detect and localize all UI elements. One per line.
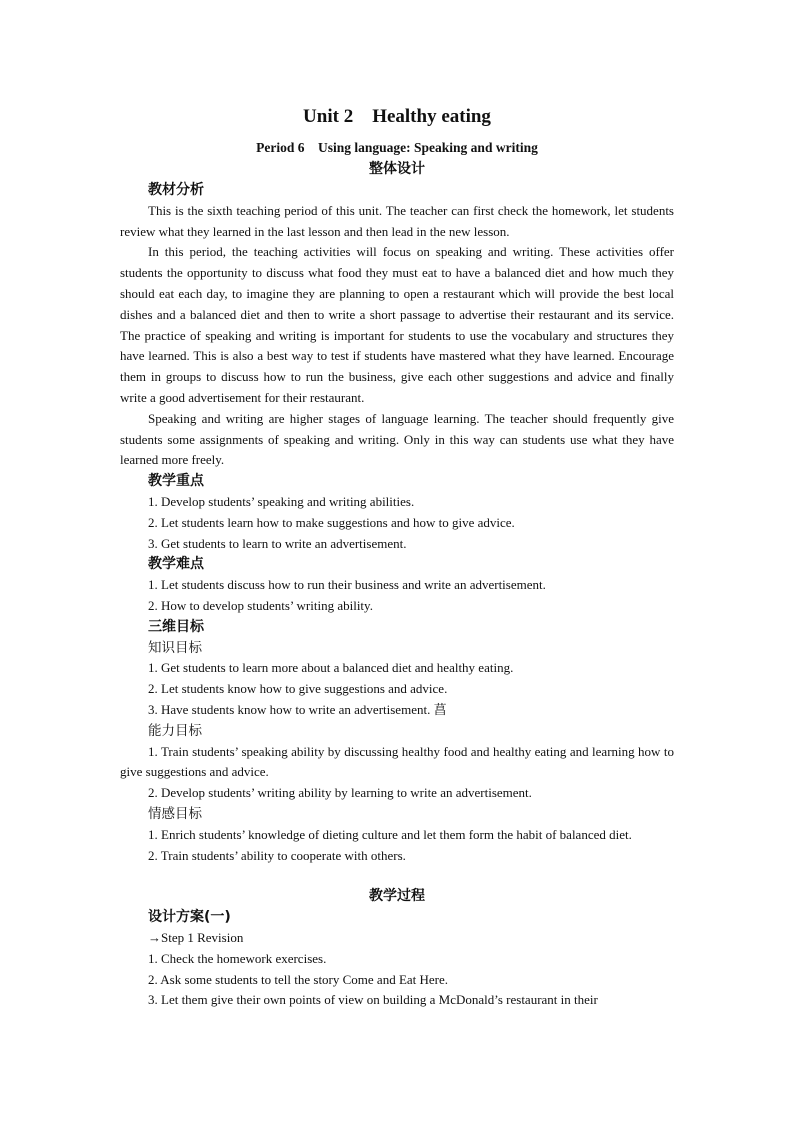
subheading-ability: 能力目标 — [148, 722, 202, 739]
document-subtitle: Period 6 Using language: Speaking and writing — [256, 140, 538, 155]
subheading-emotion: 情感目标 — [148, 805, 202, 822]
section-heading-design: 整体设计 — [369, 161, 425, 177]
list-item: 1. Train students’ speaking ability by discussing healthy food and healthy eating and learning how to give suggestions and advice. — [120, 743, 674, 780]
list-item: 2. Let students know how to give suggestions and advice. — [148, 681, 448, 697]
list-item: 2. Develop students’ writing ability by learning to write an advertisement. — [148, 785, 532, 801]
document-page — [120, 104, 674, 1011]
step-heading: →Step 1 Revision — [148, 930, 244, 946]
list-item: 2. Ask some students to tell the story Come and Eat Here. — [148, 971, 449, 987]
section-heading-objectives: 三维目标 — [148, 618, 204, 635]
subheading-knowledge: 知识目标 — [148, 639, 202, 656]
list-item: 3. Have students know how to write an advertisement. 菖 — [148, 701, 447, 717]
paragraph: Speaking and writing are higher stages of language learning. The teacher should frequently give students some assignments of speaking and writing. Only in this way can students use what they have learned more freely. — [120, 410, 674, 468]
list-item: 1. Get students to learn more about a balanced diet and healthy eating. — [148, 660, 514, 676]
list-item: 1. Check the homework exercises. — [148, 950, 327, 966]
section-heading-difficult: 教学难点 — [148, 556, 204, 573]
list-item: 1. Enrich students’ knowledge of dieting culture and let them form the habit of balanced diet. — [148, 826, 632, 842]
list-item: 2. Train students’ ability to cooperate with others. — [148, 847, 406, 863]
list-item: 2. Let students learn how to make suggestions and how to give advice. — [148, 514, 515, 530]
list-item: 2. How to develop students’ writing ability. — [148, 597, 373, 613]
spacer — [120, 866, 674, 886]
list-item: 1. Let students discuss how to run their business and write an advertisement. — [148, 577, 546, 593]
plan-heading: 设计方案(一) — [148, 909, 231, 926]
list-item: 1. Develop students’ speaking and writing abilities. — [148, 493, 415, 509]
list-item: 3. Get students to learn to write an advertisement. — [148, 535, 407, 551]
section-heading-material: 教材分析 — [148, 182, 204, 198]
paragraph: In this period, the teaching activities will focus on speaking and writing. These activities offer students the opportunity to discuss what food they must eat to have a balanced diet and how much they should eat each day, to imagine they are planning to open a restaurant which will provide the best local dishes and a balanced diet and then to write a short passage to advertise their restaurant and its service. The practice of speaking and writing is important for students to use the vocabulary and structures they have learned. This is also a best way to test if students have mastered what they have learned. Encourage them in groups to discuss how to run the business, give each other suggestions and advice and finally write a good advertisement for their restaurant. — [120, 244, 674, 405]
paragraph: This is the sixth teaching period of this unit. The teacher can first check the homework, let students review what they learned in the last lesson and then lead in the new lesson. — [120, 202, 674, 239]
list-item: 3. Let them give their own points of view on building a McDonald’s restaurant in their — [148, 992, 598, 1008]
section-heading-process: 教学过程 — [369, 888, 425, 905]
document-title: Unit 2 Healthy eating — [303, 106, 491, 127]
section-heading-key-points: 教学重点 — [148, 473, 204, 490]
